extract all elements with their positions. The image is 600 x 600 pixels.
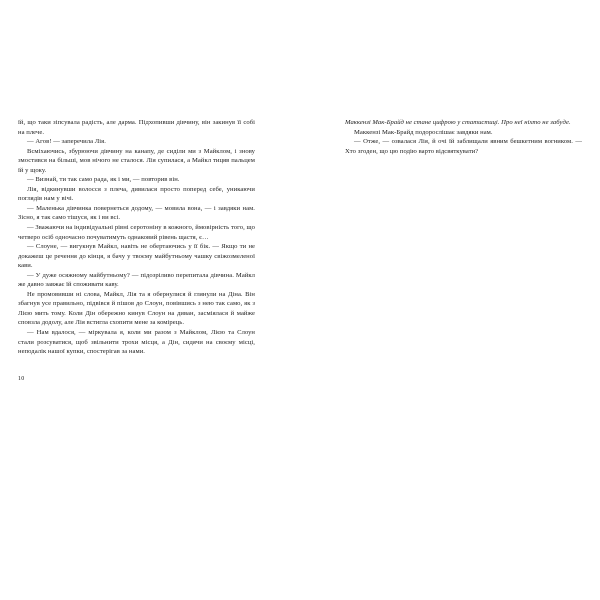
paragraph: Не промовивши ні слова, Майкл, Лія та я обернулися й глянули на Діна. Він збагнув усе правильно, підвівся й пішов до Слоун, повівшись з нею так само, як з Лією мить тому. Коли Дін обережно кинув Слоун на диван, засміялася й майже сповзла додолу, але Лія встигла схопити мене за комірець. (18, 290, 255, 327)
left-page (18, 118, 255, 448)
paragraph: — Визнай, ти так само рада, як і ми, — повторив він. (27, 176, 180, 184)
paragraph: їй, що таки зіпсувала радість, але дарма. Підхопивши дівчину, він закинув її собі на плече. (18, 119, 255, 136)
paragraph: — Маленька дівчинка повернеться додому, — мовила вона, — і завдяки нам. Зісно, я так само тішуся, як і ви всі. (18, 204, 255, 222)
paragraph: Маккензі Мак-Брайд подорослішає завдяки нам. (354, 128, 493, 136)
right-page (345, 118, 582, 448)
paragraph: Маккензі Мак-Брайд не стане цифрою у статистиці. Про неї ніхто не забуде. (345, 119, 571, 126)
paragraph: — Отже, — озвалася Лія, й очі їй заблищали явним бешкетним вогником. — Хто згоден, що цю подію варто відсвяткувати? (345, 138, 582, 155)
page-number-left: 10 (18, 376, 25, 382)
paragraph: — Зважаючи на індивідуальні рівні серотоніну в кожного, ймовірність того, що четверо осіб одночасно почуватимуть однаковий рівень щастя, є… (18, 224, 255, 241)
paragraph: — У дуже осяжному майбутньому? — підозріливо перепитала дівчина. Майкл же давно завжає їй споживати каву. (18, 271, 255, 289)
paragraph: — Нам вдалося, — міркувала я, коли ми разом з Майклом, Лією та Слоун стали розсуватися, щоб звільнити трохи місця, а Дін, сидячи на своєму місці, неподалік нашої купки, спостерігав за нами. (18, 329, 255, 356)
paragraph: — Агов! — заперечила Лія. (27, 138, 106, 146)
paragraph: Всміхаючись, збурюючи дівчину на канапу, де сиділи ми з Майклом, і знову змостився на більші, мов нічого не сталося. Лія супилася, а Майкл тицяв пальцем їй у щоку. (18, 147, 255, 174)
paragraph: Лія, відкинувши волосся з плеча, дивилася просто поперед себе, уникаючи поглядів нам у вічі. (18, 185, 255, 203)
spread-container (0, 118, 600, 448)
paragraph: — Слоуне, — вигукнув Майкл, навіть не обертаючись у її бік. — Якщо ти не докажеш це речення до кінця, я бачу у твоєму майбутньому чашку свіжозмеленої кави. (18, 243, 255, 270)
